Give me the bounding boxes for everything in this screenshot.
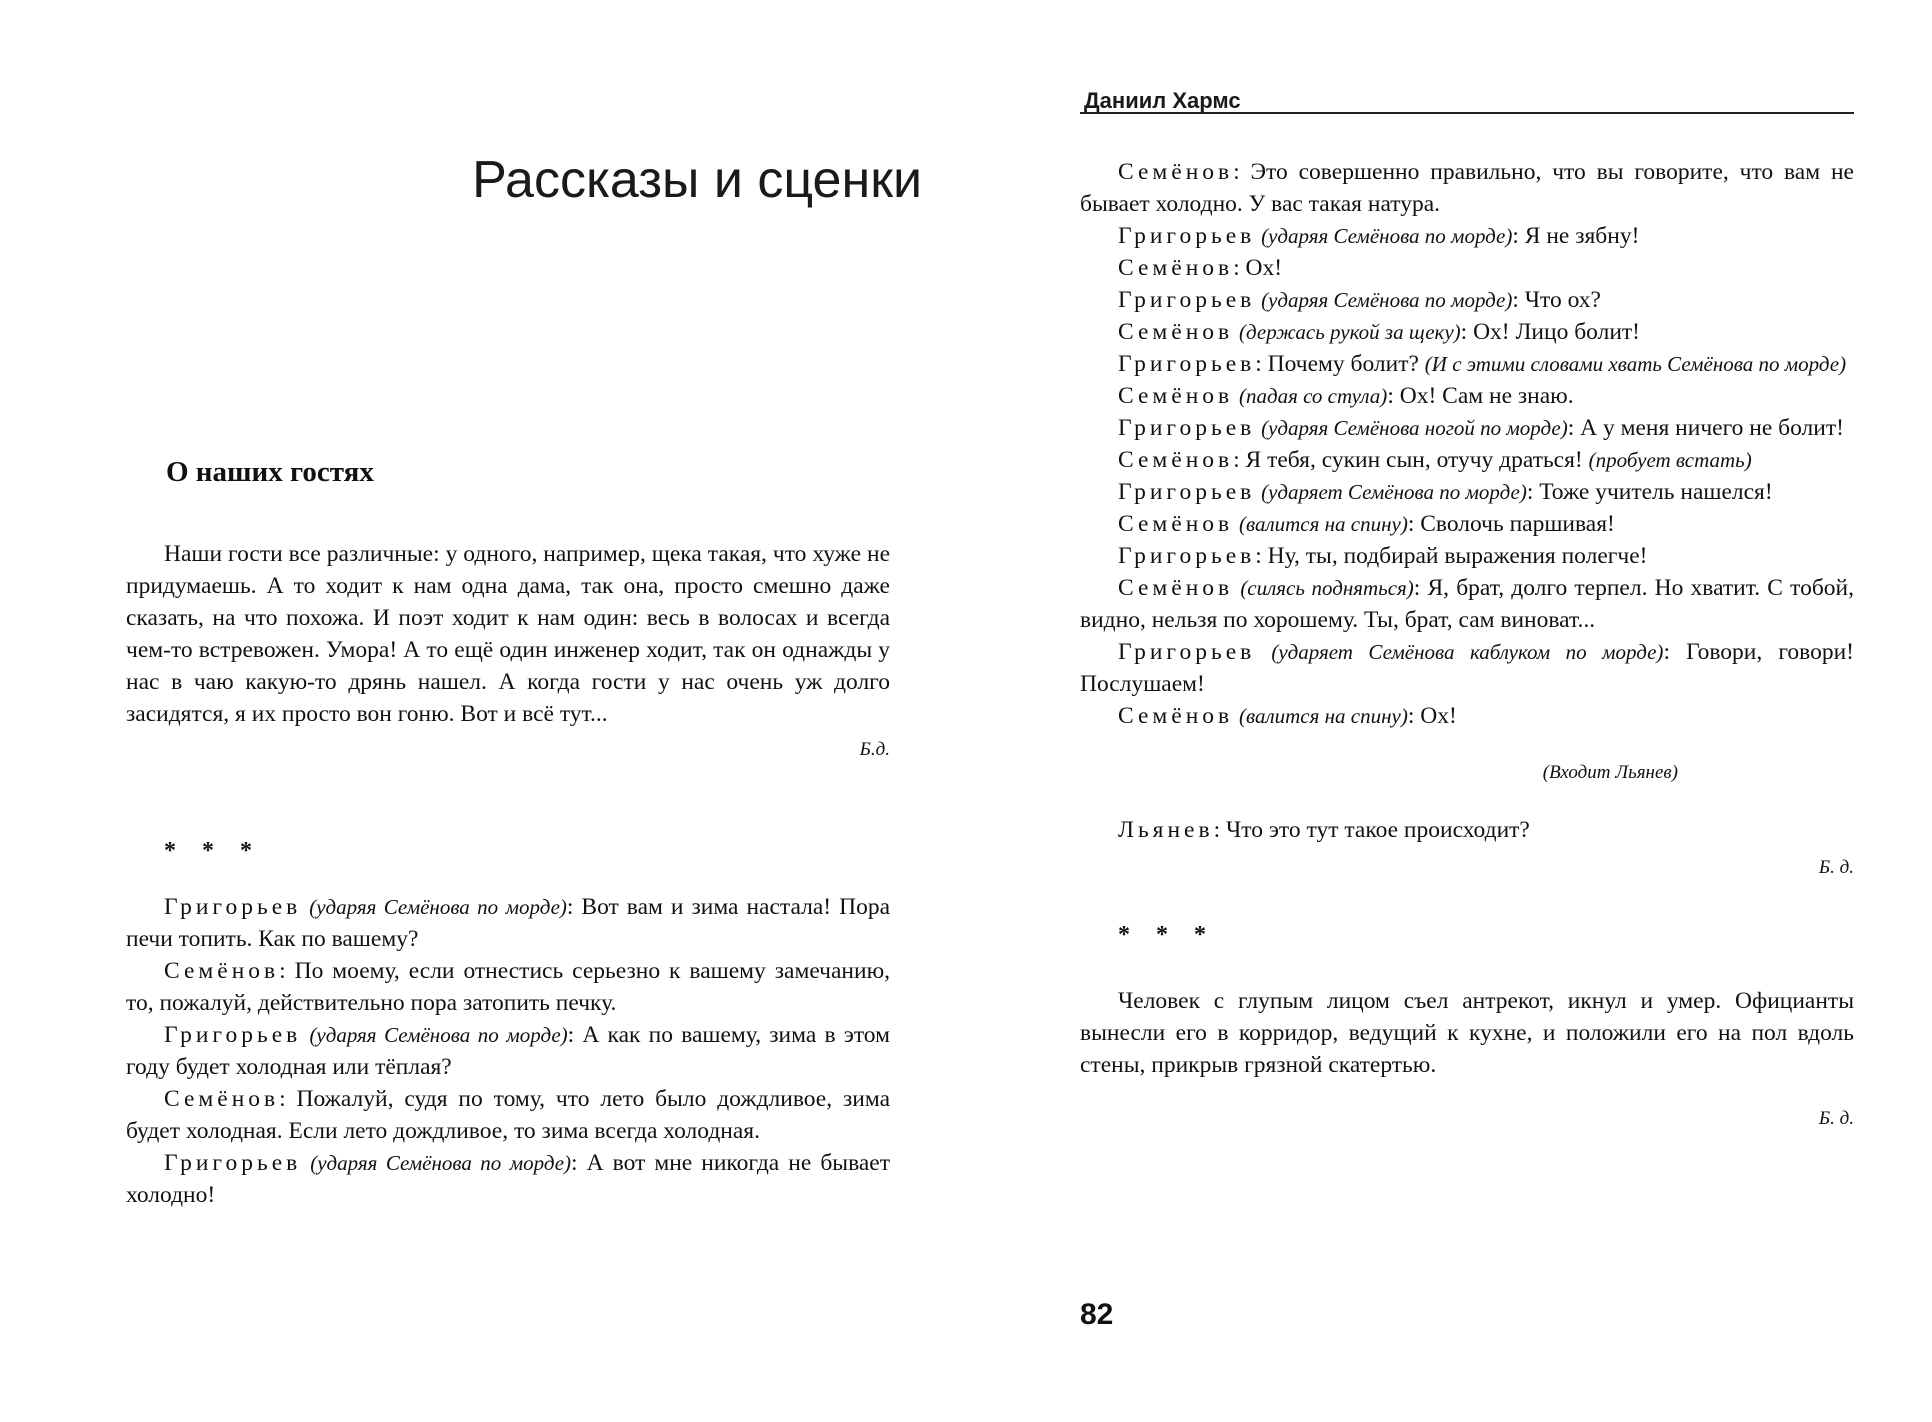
page-number: 82 [1080, 1298, 1114, 1331]
story-signature: Б.д. [859, 739, 890, 760]
stage-direction: (Входит Льянев) [1542, 762, 1678, 783]
separator: * * * [164, 838, 262, 864]
stage-direction: (ударяет Семёнова по морде) [1261, 480, 1527, 504]
stage-direction: (И с этими словами хвать Семёнова по морде) [1424, 352, 1847, 376]
story-paragraph: Наши гости все различные: у одного, например, щека такая, что хуже не придумаешь. А то ходит к нам одна дама, так она, просто смешно даже сказать, на что похожа. И поэт ходит к нам один: весь в волосах и всегда чем-то встревожен. Умора! А то ещё один инженер ходит, так он однажды у нас в чаю какую-то дрянь нашел. А когда гости у нас очень уж долго засидятся, я их просто вон гоню. Вот и всё тут... [126, 541, 890, 727]
speaker-name: Григорьев [1118, 351, 1256, 377]
speaker-name: Семёнов [1118, 255, 1234, 281]
dialogue-list [126, 891, 890, 1211]
speech-text: Тоже учитель нашелся! [1539, 479, 1773, 505]
speaker-name: Семёнов [1118, 159, 1234, 185]
stage-direction: (валится на спину) [1239, 512, 1408, 536]
speech-text: Говори, говори! Послушаем! [1080, 639, 1855, 697]
header-rule [1080, 112, 1854, 114]
dialogue-line: Григорьев (ударяя Семёнова по морде): Что ох? [1118, 287, 1601, 313]
dialogue-line: Семёнов: По моему, если отнестись серьезно к вашему замечанию, то, пожалуй, действительно пора затопить печку. [126, 958, 891, 1016]
stage-direction: (валится на спину) [1239, 704, 1408, 728]
speech-text: А у меня ничего не болит! [1580, 415, 1844, 441]
speaker-name: Льянев [1118, 817, 1214, 843]
dialogue-list [1080, 156, 1854, 732]
speech-text: Что это тут такое происходит? [1225, 817, 1530, 843]
speech-text: Я, брат, долго терпел. Но хватит. С тобой, видно, нельзя по хорошему. Ты, брат, сам виноват... [1080, 575, 1855, 633]
stage-direction: (падая со стула) [1239, 384, 1388, 408]
stage-direction: (пробует встать) [1588, 448, 1752, 472]
speaker-name: Семёнов [1118, 319, 1234, 345]
speech-text: Это совершенно правильно, что вы говорите, что вам не бывает холодно. У вас такая натура. [1080, 159, 1854, 217]
dialogue-line: Семёнов: Ох! [1118, 255, 1283, 281]
speech-text: Пожалуй, судя по тому, что лето было дождливое, зима будет холодная. Если лето дождливое, то зима всегда холодная. [126, 1086, 890, 1144]
speech-text: Сволочь паршивая! [1420, 511, 1615, 537]
dialogue-line: Семёнов (валится на спину): Сволочь паршивая! [1118, 511, 1615, 537]
speaker-name: Григорьев [1118, 479, 1256, 505]
speech-text: А как по вашему, зима в этом году будет холодная или тёплая? [126, 1022, 890, 1080]
running-head: Даниил Хармс [1084, 88, 1241, 113]
speech-text: А вот мне никогда не бывает холодно! [126, 1150, 890, 1208]
stage-direction: (держась рукой за щеку) [1239, 320, 1461, 344]
stage-direction: (ударяет Семёнова каблуком по морде) [1271, 640, 1664, 664]
speech-text: Ох! [1245, 255, 1283, 281]
speech-text: Я тебя, сукин сын, отучу драться! [1245, 447, 1583, 473]
speech-text: Ну, ты, подбирай выражения полегче! [1267, 543, 1648, 569]
dialogue-line: Семёнов: Это совершенно правильно, что вы говорите, что вам не бывает холодно. У вас такая натура. [1080, 159, 1854, 217]
speaker-name: Семёнов [1118, 575, 1234, 601]
story-signature: Б. д. [1818, 1108, 1854, 1129]
stage-direction: (ударяя Семёнова по морде) [309, 895, 567, 919]
dialogue-line: Семёнов (валится на спину): Ох! [1118, 703, 1457, 729]
speaker-name: Григорьев [1118, 415, 1256, 441]
dialogue-block [126, 838, 890, 1211]
dialogue-line: Семёнов (падая со стула): Ох! Сам не знаю. [1118, 383, 1574, 409]
dialogue-line: Григорьев (ударяя Семёнова по морде): А как по вашему, зима в этом году будет холодная или тёплая? [126, 1022, 890, 1080]
speaker-name: Семёнов [164, 958, 280, 984]
speaker-name: Семёнов [1118, 383, 1234, 409]
dialogue-line: Григорьев (ударяя Семёнова по морде): А вот мне никогда не бывает холодно! [126, 1150, 890, 1208]
story-paragraph: Человек с глупым лицом съел антрекот, икнул и умер. Официанты вынесли его в корридор, ведущий к кухне, и положили его на пол вдоль стены, прикрыв грязной скатертью. [1080, 988, 1854, 1078]
dialogue-line: Семёнов (держась рукой за щеку): Ох! Лицо болит! [1118, 319, 1640, 345]
stage-direction: (ударяя Семёнова по морде) [1261, 288, 1513, 312]
speech-text: Что ох? [1524, 287, 1601, 313]
speaker-name: Григорьев [1118, 287, 1256, 313]
stage-direction: (ударяя Семёнова по морде) [1261, 224, 1513, 248]
speaker-name: Григорьев [164, 1022, 302, 1048]
separator: * * * [1118, 922, 1216, 948]
dialogue-line: Семёнов (силясь подняться): Я, брат, долго терпел. Но хватит. С тобой, видно, нельзя по хорошему. Ты, брат, сам виноват... [1080, 575, 1855, 633]
speech-text: Вот вам и зима настала! Пора печи топить. Как по вашему? [126, 894, 890, 952]
stage-direction: (силясь подняться) [1240, 576, 1414, 600]
dialogue-line: Семёнов: Пожалуй, судя по тому, что лето было дождливое, зима будет холодная. Если лето дождливое, то зима всегда холодная. [126, 1086, 890, 1144]
speech-text: Почему болит? [1267, 351, 1419, 377]
speaker-name: Семёнов [1118, 511, 1234, 537]
dialogue-line: Льянев: Что это тут такое происходит? [1118, 817, 1530, 843]
dialogue-line: Григорьев: Ну, ты, подбирай выражения полегче! [1118, 543, 1648, 569]
dialogue-line: Григорьев (ударяя Семёнова ногой по морде): А у меня ничего не болит! [1118, 415, 1844, 441]
speaker-name: Григорьев [1118, 543, 1256, 569]
stage-direction: (ударяя Семёнова ногой по морде) [1261, 416, 1568, 440]
speech-text: Я не зябну! [1524, 223, 1640, 249]
dialogue-line: Григорьев (ударяя Семёнова по морде): Вот вам и зима настала! Пора печи топить. Как по вашему? [126, 894, 890, 952]
dialogue-line: Григорьев: Почему болит? (И с этими словами хвать Семёнова по морде) [1118, 351, 1847, 377]
speech-text: Ох! Лицо болит! [1473, 319, 1640, 345]
dialogue-line: Григорьев (ударяет Семёнова по морде): Тоже учитель нашелся! [1118, 479, 1773, 505]
speaker-name: Григорьев [164, 1150, 302, 1176]
speech-text: По моему, если отнестись серьезно к вашему замечанию, то, пожалуй, действительно пора затопить печку. [126, 958, 891, 1016]
speaker-name: Семёнов [164, 1086, 280, 1112]
dialogue-line: Семёнов: Я тебя, сукин сын, отучу драться! (пробует встать) [1118, 447, 1752, 473]
right-page [1060, 0, 1932, 1422]
stage-direction: (ударяя Семёнова по морде) [310, 1151, 572, 1175]
story-title: О наших гостях [166, 456, 374, 488]
dialogue-line: Григорьев (ударяет Семёнова каблуком по морде): Говори, говори! Послушаем! [1080, 639, 1855, 697]
speaker-name: Семёнов [1118, 703, 1234, 729]
story-body [126, 538, 890, 764]
scene-signature: Б. д. [1818, 857, 1854, 878]
speaker-name: Семёнов [1118, 447, 1234, 473]
speaker-name: Григорьев [164, 894, 302, 920]
speech-text: Ох! Сам не знаю. [1399, 383, 1574, 409]
dialogue-line: Григорьев (ударяя Семёнова по морде): Я не зябну! [1118, 223, 1640, 249]
speaker-name: Григорьев [1118, 223, 1256, 249]
section-title: Рассказы и сценки [472, 151, 922, 209]
stage-direction: (ударяя Семёнова по морде) [309, 1023, 568, 1047]
speaker-name: Григорьев [1118, 639, 1256, 665]
speech-text: Ох! [1420, 703, 1457, 729]
dialogue-continued [1080, 156, 1854, 1133]
